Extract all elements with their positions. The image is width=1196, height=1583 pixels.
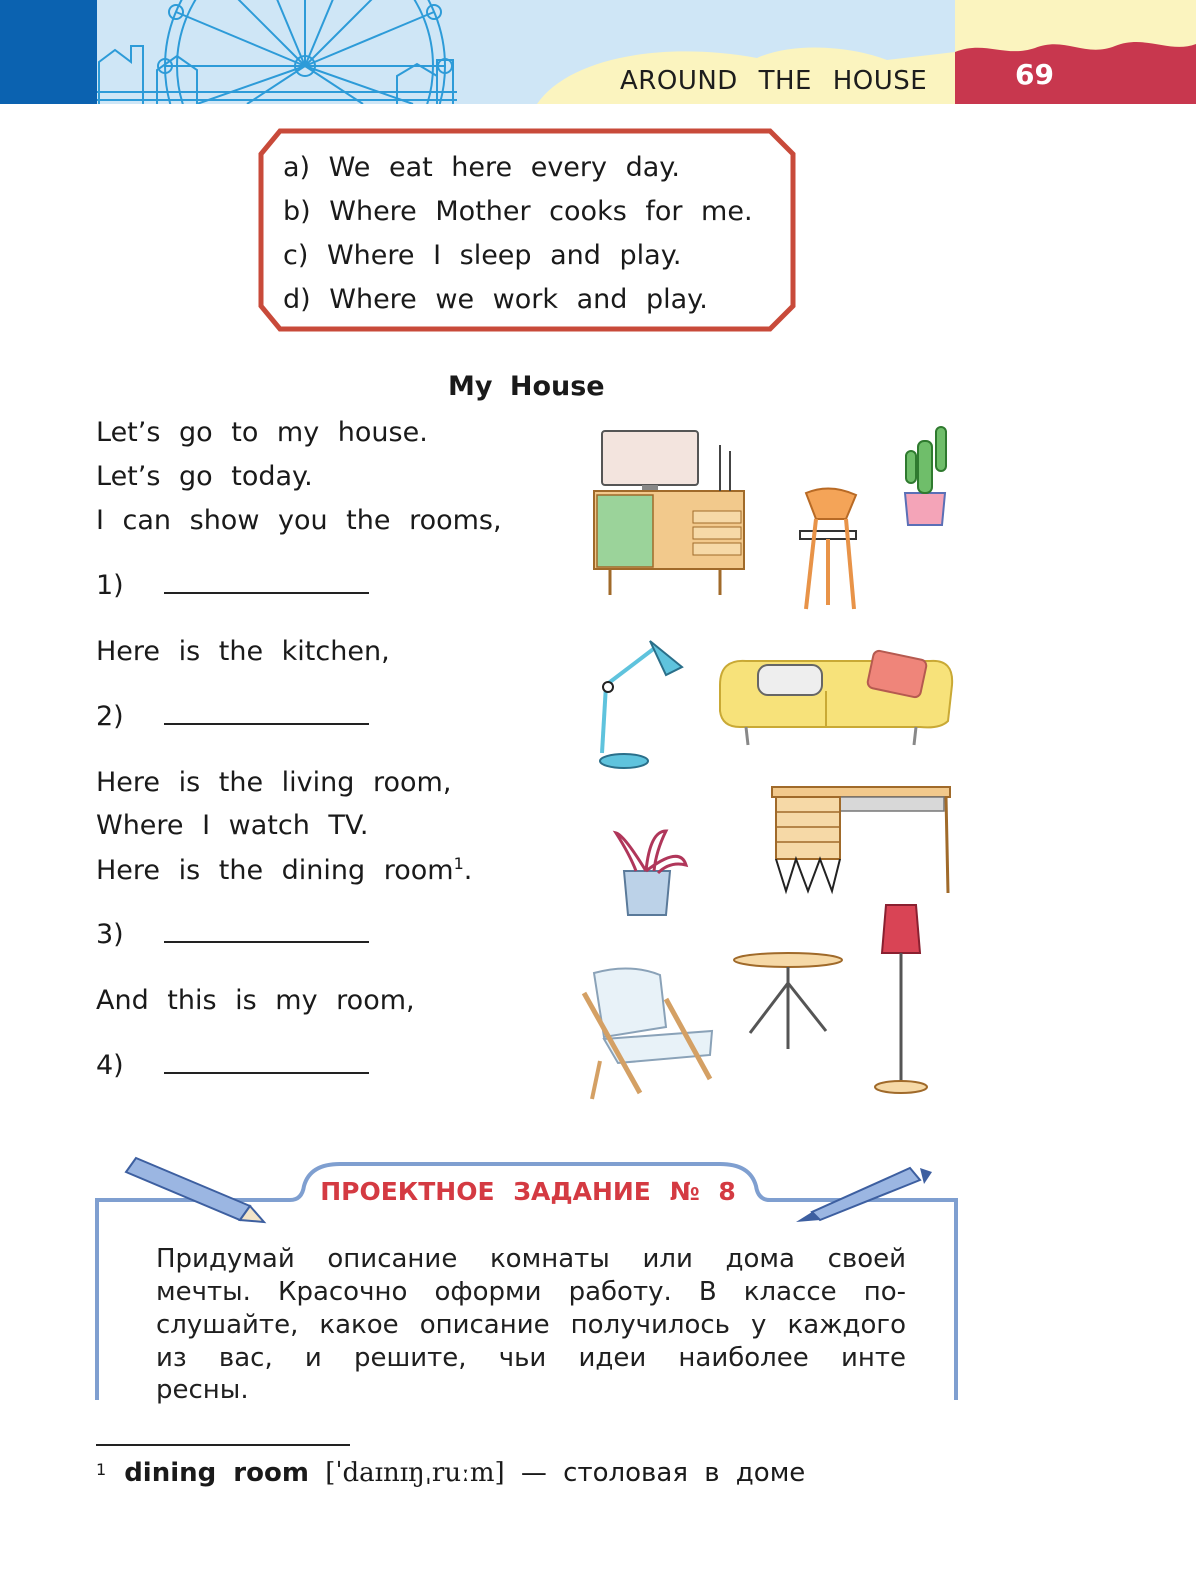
project-title: ПРОЕКТНОЕ ЗАДАНИЕ № 8 (320, 1177, 736, 1206)
poem-line: And this is my room, (96, 985, 415, 1016)
answer-blank[interactable] (164, 701, 369, 725)
answer-blank[interactable] (164, 1050, 369, 1074)
blank-number: 4) (96, 1050, 124, 1081)
section-title: AROUND THE HOUSE (620, 66, 928, 96)
furniture-illustrations (570, 415, 970, 1105)
tv-sideboard-icon (594, 431, 744, 595)
armchair-icon (584, 968, 712, 1099)
project-description: Придумай описание комнаты или дома своей мечты. Красочно оформи работу. В классе послушайте, какое описание получилось у каждого из вас, и решите, чьи идеи наиболее инте (156, 1244, 906, 1373)
poem-line: Let’s go to my house. (96, 417, 428, 448)
potted-plant-icon (616, 831, 686, 915)
poem-line: Here is the living room, (96, 767, 452, 798)
desk-icon (772, 787, 950, 893)
header-blue-band (0, 0, 97, 104)
blank-line-3[interactable] (96, 919, 369, 950)
blank-line-4[interactable] (96, 1050, 369, 1081)
poem-line: I can show you the rooms, (96, 505, 502, 536)
blank-line-2[interactable] (96, 701, 369, 732)
poem-line-footnoted (96, 854, 472, 886)
footnote-word: dining room (124, 1458, 309, 1488)
pen-icon (796, 1168, 932, 1222)
page-number-tab (955, 0, 1196, 104)
footnote-mark: 1 (96, 1460, 107, 1479)
answer-blank[interactable] (164, 570, 369, 594)
poem-title: My House (448, 371, 605, 402)
project-description-end: ресны. (156, 1375, 249, 1405)
desk-lamp-icon (600, 641, 682, 768)
option-c: c) Where I sleep and play. (283, 240, 682, 271)
pencil-icon (126, 1158, 264, 1222)
footnote-divider (96, 1444, 350, 1446)
poem-line-text: Here is the dining room (96, 855, 454, 886)
chair-icon (800, 488, 856, 609)
option-b: b) Where Mother cooks for me. (283, 196, 753, 227)
sofa-icon (720, 650, 952, 745)
blank-number: 1) (96, 570, 124, 601)
floor-lamp-icon (875, 905, 927, 1093)
round-table-icon (734, 953, 842, 1049)
blank-number: 3) (96, 919, 124, 950)
blank-number: 2) (96, 701, 124, 732)
footnote-transcription: [ˈdaɪnɪŋˌruːm] (325, 1458, 505, 1488)
answer-options (283, 146, 783, 322)
footnote-translation: — столовая в доме (520, 1458, 806, 1488)
poem-line-end: . (463, 855, 473, 886)
option-d: d) Where we work and play. (283, 284, 708, 315)
answer-blank[interactable] (164, 919, 369, 943)
poem-line: Where I watch TV. (96, 810, 369, 841)
footnote (96, 1458, 805, 1488)
cactus-plant-icon (905, 427, 946, 525)
blank-line-1[interactable] (96, 570, 369, 601)
footnote-ref[interactable]: 1 (453, 854, 464, 873)
poem-line: Here is the kitchen, (96, 636, 390, 667)
page-number: 69 (1015, 58, 1054, 91)
poem-line: Let’s go today. (96, 461, 313, 492)
option-a: a) We eat here every day. (283, 152, 680, 183)
